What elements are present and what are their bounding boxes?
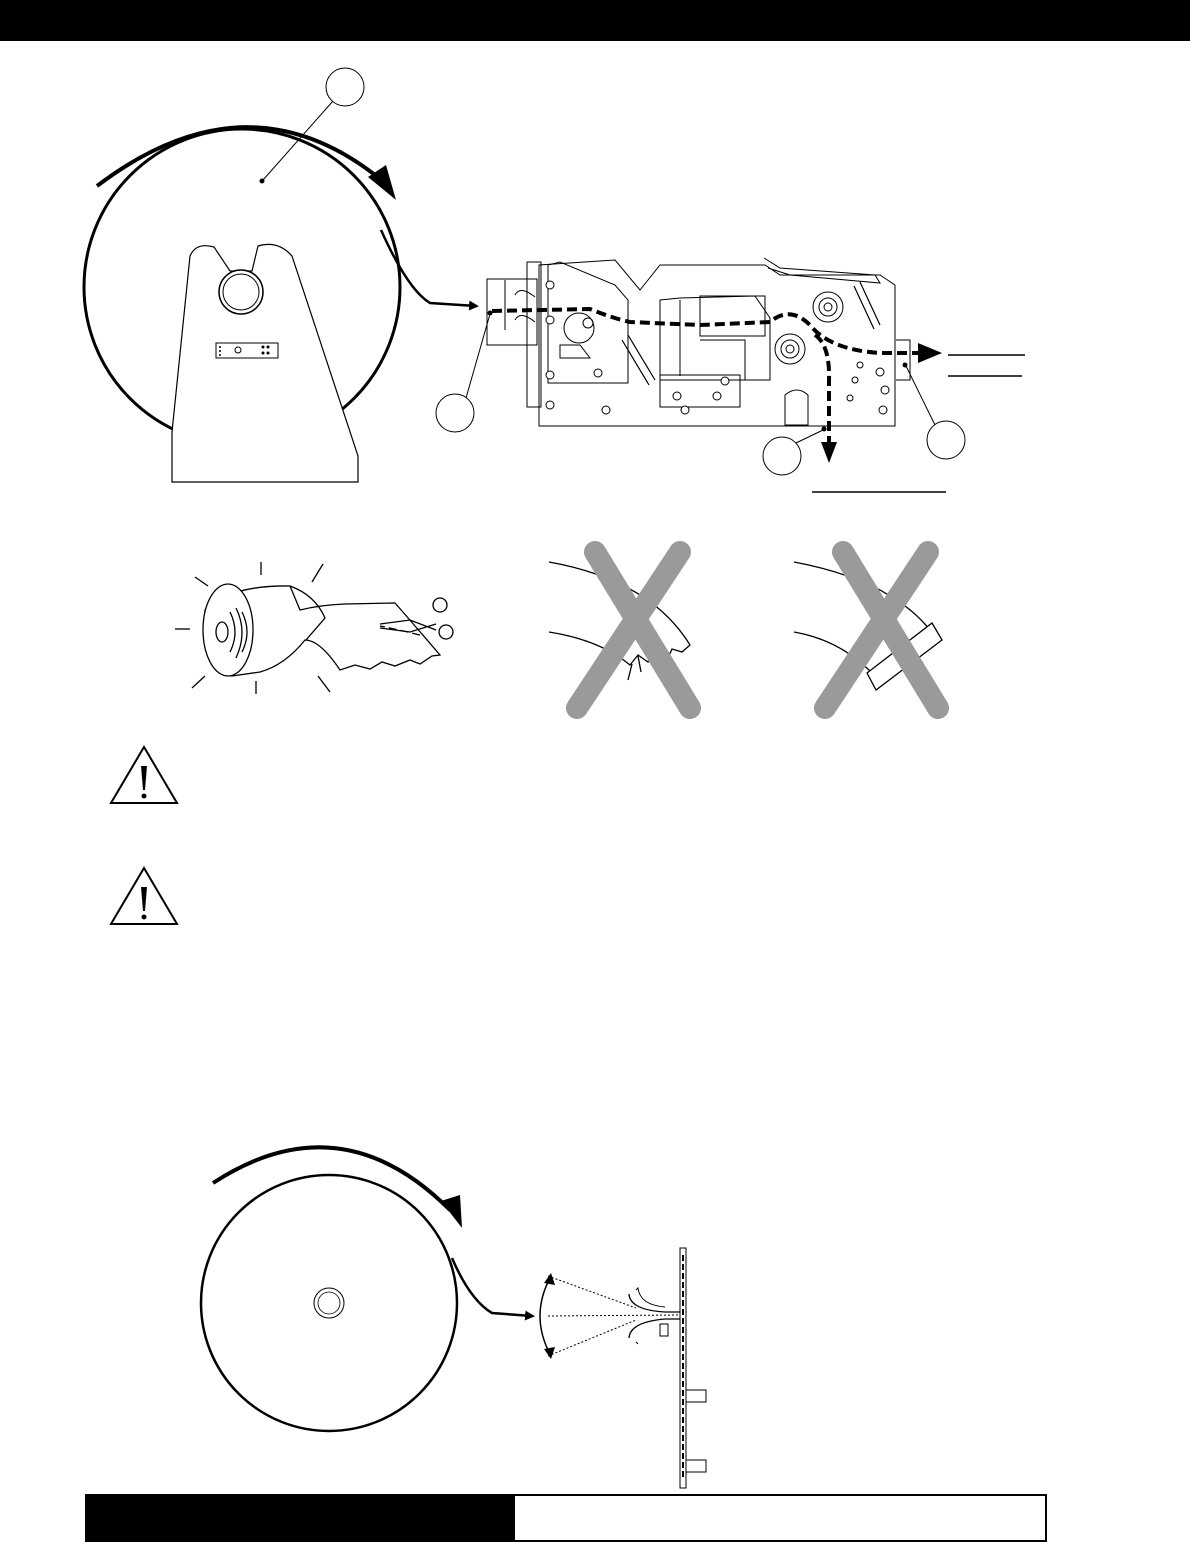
callout-front-exit	[903, 363, 966, 460]
paper-path-line	[492, 309, 921, 353]
callout-entry	[436, 311, 493, 433]
label-lines	[812, 355, 1025, 492]
wrong-cut-taped-figure	[794, 552, 942, 708]
roll-cutting-figure	[175, 562, 453, 694]
warning-triangle-icon	[108, 865, 180, 927]
footer-right-block	[515, 1496, 1045, 1540]
paper-roll	[84, 129, 400, 482]
mechanism-screws	[546, 281, 889, 414]
roll-feed-figure	[201, 1147, 706, 1488]
page-footer	[85, 1494, 1047, 1542]
paper-path-down	[815, 335, 829, 443]
wrong-cut-torn-figure	[549, 552, 690, 708]
warning-triangle-icon	[108, 744, 180, 806]
callout-bottom-exit	[763, 427, 827, 476]
footer-left-block	[87, 1496, 515, 1540]
